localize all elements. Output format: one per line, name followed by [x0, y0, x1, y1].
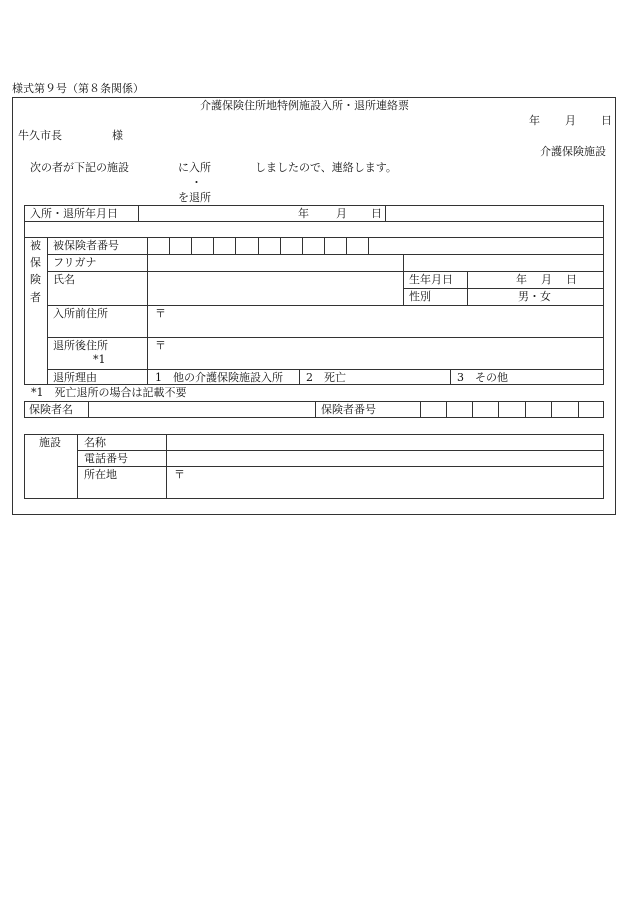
digit-cell-divider	[235, 237, 236, 254]
notice-prefix: 次の者が下記の施設	[30, 161, 129, 174]
digit-cell-divider	[551, 401, 552, 418]
date-row-label: 入所・退所年月日	[30, 207, 118, 220]
insurer-number-label: 保険者番号	[321, 403, 376, 416]
insured-group-char-4: 者	[30, 291, 41, 304]
sex-options: 男・女	[518, 290, 551, 303]
insured-number-label: 被保険者番号	[53, 239, 119, 252]
prev-address-postmark: 〒	[155, 307, 166, 320]
sex-label: 性別	[409, 290, 431, 303]
insured-block	[24, 237, 604, 385]
digit-cell-divider	[446, 401, 447, 418]
digit-cell-divider	[280, 237, 281, 254]
notice-dot: ・	[191, 176, 202, 189]
facility-address-label: 所在地	[84, 468, 117, 481]
prev-address-label: 入所前住所	[53, 307, 108, 320]
reason-option-1: 1 他の介護保険施設入所	[155, 371, 283, 384]
date-row-month: 月	[336, 207, 347, 220]
reason-label: 退所理由	[53, 371, 97, 384]
form-number: 様式第９号（第８条関係）	[12, 82, 144, 95]
notice-suffix: しましたので、連絡します。	[255, 161, 397, 174]
birth-year-unit: 年	[516, 273, 527, 286]
next-address-label: 退所後住所	[53, 339, 108, 352]
digit-cell-divider	[191, 237, 192, 254]
insurer-row	[24, 401, 604, 418]
date-month-label: 月	[565, 114, 576, 127]
facility-group-label: 施設	[39, 436, 61, 449]
insured-group-char-2: 保	[30, 256, 41, 269]
insurer-name-label: 保険者名	[29, 403, 73, 416]
reason-option-3: 3 その他	[457, 371, 508, 384]
reason-option-2: 2 死亡	[306, 371, 346, 384]
digit-cell-divider	[578, 401, 579, 418]
digit-cell-divider	[302, 237, 303, 254]
digit-cell-divider	[258, 237, 259, 254]
digit-cell-divider	[472, 401, 473, 418]
digit-cell-divider	[525, 401, 526, 418]
facility-phone-label: 電話番号	[84, 452, 128, 465]
insured-group-char-1: 被	[30, 239, 41, 252]
form-title: 介護保険住所地特例施設入所・退所連絡票	[200, 99, 409, 112]
digit-cell-divider	[169, 237, 170, 254]
blank-row	[24, 221, 604, 238]
digit-cell-divider	[324, 237, 325, 254]
next-address-postmark: 〒	[155, 339, 166, 352]
insured-group-char-3: 険	[30, 273, 41, 286]
addressee: 牛久市長	[18, 129, 62, 142]
date-year-label: 年	[529, 114, 540, 127]
sender-label: 介護保険施設	[540, 145, 606, 158]
facility-postmark: 〒	[174, 468, 185, 481]
birth-day-unit: 日	[566, 273, 577, 286]
digit-cell-divider	[498, 401, 499, 418]
name-label: 氏名	[53, 273, 75, 286]
date-day-label: 日	[601, 114, 612, 127]
furigana-label: フリガナ	[53, 256, 97, 269]
digit-cell-divider	[346, 237, 347, 254]
notice-admit: に入所	[178, 161, 211, 174]
notice-discharge: を退所	[178, 191, 211, 204]
birth-date-label: 生年月日	[409, 273, 453, 286]
facility-name-label: 名称	[84, 436, 106, 449]
date-row-day: 日	[371, 207, 382, 220]
footnote: *1 死亡退所の場合は記載不要	[31, 386, 187, 399]
date-row-year: 年	[298, 207, 309, 220]
next-address-note: *1	[93, 353, 106, 366]
birth-month-unit: 月	[541, 273, 552, 286]
digit-cell-divider	[213, 237, 214, 254]
honorific: 様	[112, 129, 123, 142]
